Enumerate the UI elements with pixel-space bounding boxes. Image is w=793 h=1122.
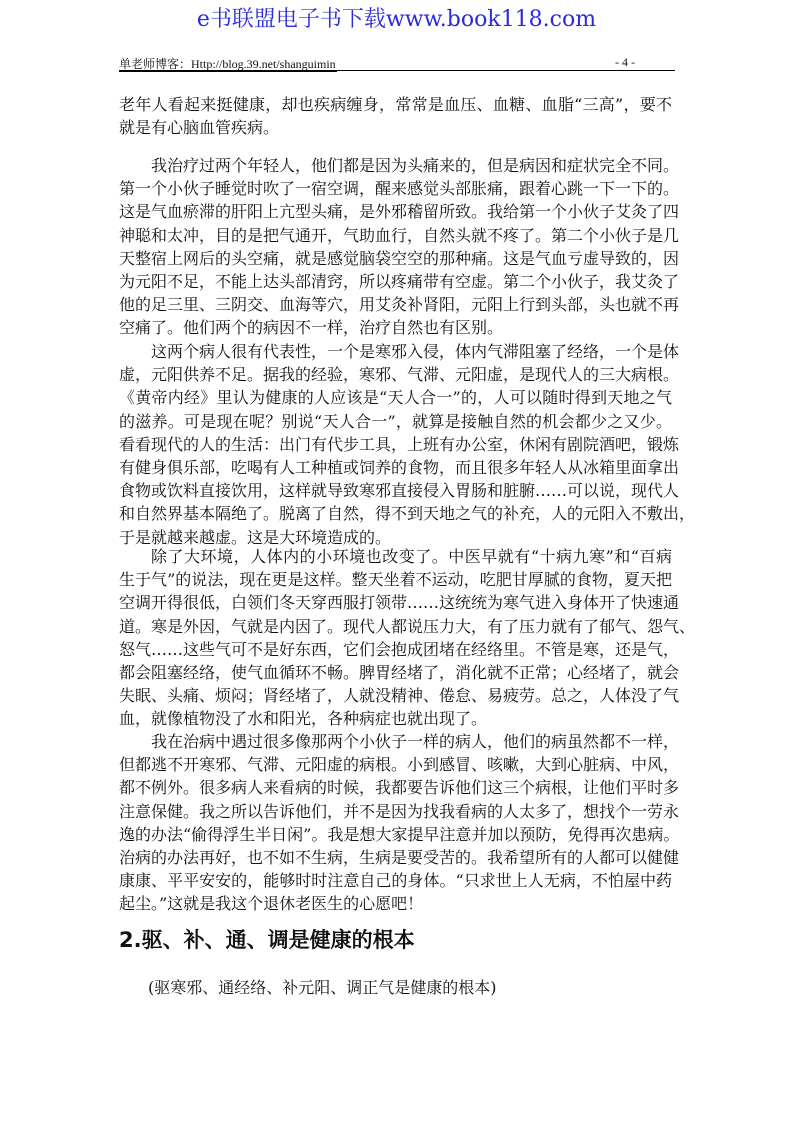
paragraph — [119, 340, 696, 549]
text-line: 血，就像植物没了水和阳光，各种病症也就出现了。 — [119, 709, 488, 729]
running-header — [119, 55, 675, 71]
site-title-link[interactable]: e书联盟电子书下载www.book118.com — [196, 7, 597, 32]
text-line: 都不例外。很多病人来看病的时候，我都要告诉他们这三个病根，让他们平时多 — [119, 778, 680, 798]
text-line: 虚，元阳供养不足。据我的经验，寒邪、气滞、元阳虚，是现代人的三大病根。 — [119, 365, 680, 385]
text-line: 这两个病人很有代表性，一个是寒邪入侵，体内气滞阻塞了经络，一个是体 — [151, 342, 680, 361]
text-line: 但都逃不开寒邪、气滞、元阳虚的病根。小到感冒、咳嗽，大到心脏病、中风， — [119, 755, 680, 775]
text-line: 天整宿上网后的头空痛，就是感觉脑袋空空的那种痛。这是气血亏虚导致的，因 — [119, 248, 680, 268]
section-subtitle: (驱寒邪、通经络、补元阳、调正气是健康的根本) — [148, 978, 497, 997]
text-line: 我在治病中遇过很多像那两个小伙子一样的病人，他们的病虽然都不一样， — [151, 732, 680, 751]
text-line: 老年人看起来挺健康，却也疾病缠身，常常是血压、血糖、血脂“三高”，要不 — [119, 95, 672, 114]
text-line: 有健身俱乐部，吃喝有人工种植或饲养的食物，而且很多年轻人从冰箱里面拿出 — [119, 457, 680, 477]
text-line: 我治疗过两个年轻人，他们都是因为头痛来的，但是病因和症状完全不同。 — [151, 156, 680, 175]
text-line: 这是气血瘀滞的肝阳上亢型头痛，是外邪稽留所致。我给第一个小伙子艾灸了四 — [119, 202, 680, 222]
text-line: 就是有心脑血管疾病。 — [119, 118, 280, 138]
text-line: 《黄帝内经》里认为健康的人应该是“天人合一”的，人可以随时得到天地之气 — [119, 388, 672, 408]
text-line: 失眠、头痛、烦闷；肾经堵了，人就没精神、倦怠、易疲劳。总之，人体没了气 — [119, 686, 680, 706]
header-rule-thick — [119, 70, 337, 72]
text-line: 康康、平平安安的，能够时时注意自己的身体。“只求世上人无病，不怕屋中药 — [119, 871, 672, 891]
text-line: 食物或饮料直接饮用，这样就导致寒邪直接侵入胃肠和脏腑……可以说，现代人 — [119, 481, 680, 501]
text-line: 除了大环境，人体内的小环境也改变了。中医早就有“十病九寒”和“百病 — [151, 547, 672, 566]
text-line: 注意保健。我之所以告诉他们，并不是因为找我看病的人太多了，想找个一劳永 — [119, 801, 680, 821]
text-line: 为元阳不足，不能上达头部清窍，所以疼痛带有空虚。第二个小伙子，我艾灸了 — [119, 271, 680, 291]
paragraph — [119, 154, 680, 340]
text-line: 神聪和太冲，目的是把气通开，气助血行，自然头就不疼了。第二个小伙子是几 — [119, 225, 680, 245]
page-number: - 4 - — [615, 55, 635, 69]
text-line: 治病的办法再好，也不如不生病，生病是要受苦的。我希望所有的人都可以健健 — [119, 847, 680, 867]
text-line: 于是就越来越虚。这是大环境造成的。 — [119, 527, 392, 547]
text-line: 都会阻塞经络，使气血循环不畅。脾胃经堵了，消化就不正常；心经堵了，就会 — [119, 662, 680, 682]
text-line: 他的足三里、三阴交、血海等穴，用艾灸补肾阳，元阳上行到头部，头也就不再 — [119, 295, 680, 315]
section-heading: 2.驱、补、通、调是健康的根本 — [119, 928, 415, 952]
text-line: 道。寒是外因，气就是内因了。现代人都说压力大，有了压力就有了郁气、怨气、 — [119, 616, 696, 636]
text-line: 空痛了。他们两个的病因不一样，治疗自然也有区别。 — [119, 318, 504, 338]
text-line: 起尘。”这就是我这个退休老医生的心愿吧！ — [119, 894, 424, 914]
text-line: 逸的办法“偷得浮生半日闲”。我是想大家提早注意并加以预防，免得再次患病。 — [119, 824, 680, 844]
text-line: 空调开得很低，白领们冬天穿西服打领带……这统统为寒气进入身体开了快速通 — [119, 593, 680, 613]
text-line: 的滋养。可是现在呢？别说“天人合一”，就算是接触自然的机会都少之又少。 — [119, 411, 672, 431]
paragraph — [119, 545, 696, 731]
text-line: 怒气……这些气可不是好东西，它们会抱成团堵在经络里。不管是寒，还是气， — [119, 639, 680, 659]
text-line: 看看现代的人的生活：出门有代步工具，上班有办公室，休闲有剧院酒吧，锻炼 — [119, 434, 680, 454]
paragraph — [119, 93, 672, 139]
text-line: 和自然界基本隔绝了。脱离了自然，得不到天地之气的补充，人的元阳入不敷出， — [119, 504, 696, 524]
text-line: 生于气”的说法，现在更是这样。整天坐着不运动，吃肥甘厚腻的食物，夏天把 — [119, 570, 672, 590]
paragraph — [119, 730, 680, 916]
blog-url: 单老师博客：Http://blog.39.net/shanguimin — [119, 57, 336, 71]
text-line: 第一个小伙子睡觉时吹了一宿空调，醒来感觉头部胀痛，跟着心跳一下一下的。 — [119, 179, 680, 199]
